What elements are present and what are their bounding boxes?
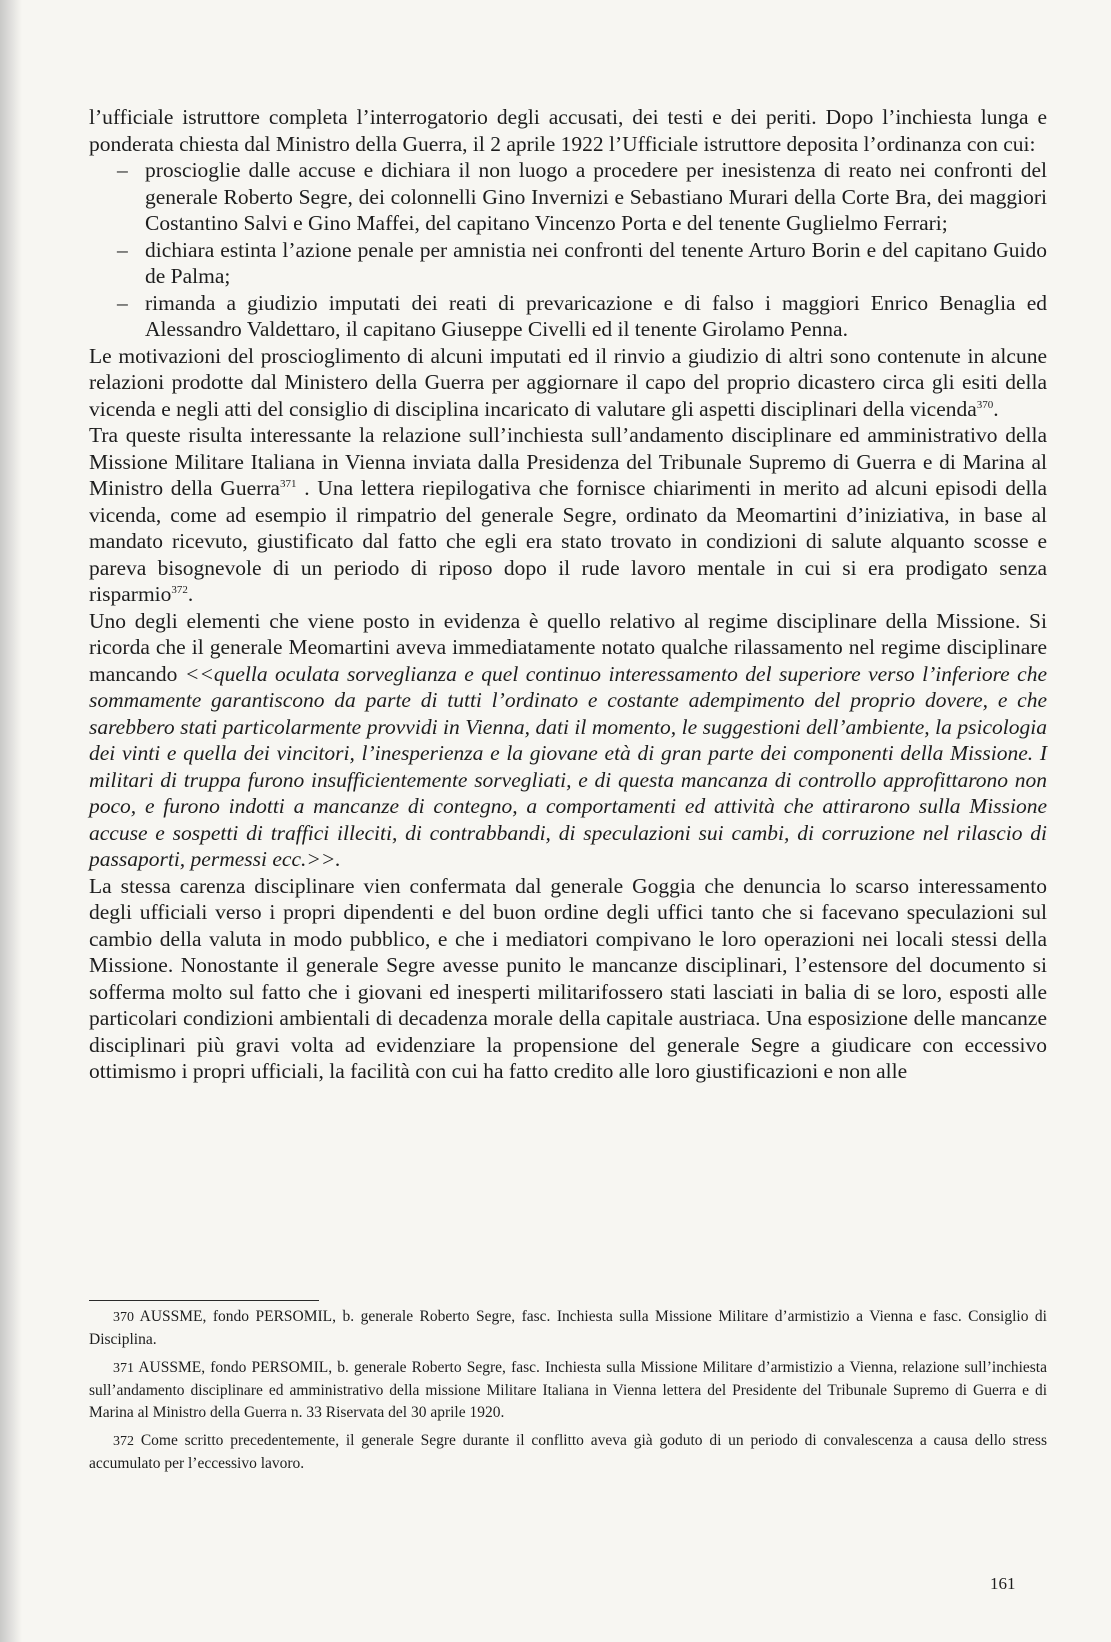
footnote-number: 370 bbox=[113, 1310, 134, 1325]
paragraph-3-text-a: Tra queste risulta interessante la relazione sull’inchiesta sull’andamento disciplinare ed amministrativo della Missione Militare Italiana in Vienna inviata dalla Presidenza del Tribunale Supremo di Guerra e di Marina al Ministro della Guerra bbox=[89, 423, 1047, 500]
paragraph-2 bbox=[89, 343, 1047, 423]
footnotes bbox=[89, 1306, 1047, 1481]
footnote-text: AUSSME, fondo PERSOMIL, b. generale Roberto Segre, fasc. Inchiesta sulla Missione Militare d’armistizio a Vienna e fasc. Consiglio di Disciplina. bbox=[89, 1308, 1047, 1348]
footnote-text: Come scritto precedentemente, il generale Segre durante il conflitto aveva già goduto di un periodo di convalescenza a causa dello stress accumulato per l’eccessivo lavoro. bbox=[89, 1432, 1047, 1472]
footnote-separator bbox=[89, 1300, 319, 1301]
paragraph-2-end: . bbox=[993, 396, 999, 421]
footnote-ref-371[interactable]: 371 bbox=[279, 478, 297, 490]
paragraph-3-text-b: . Una lettera riepilogativa che fornisce chiarimenti in merito ad alcuni episodi della vicenda, come ad esempio il rimpatrio del generale Segre, ordinato da Meomartini d’iniziativa, in base al mandato ricevuto, giustificato dal fatto che egli era stato trovato in condizioni di salute alquanto scosse e pareva bisognevole di un periodo di riposo dopo il rude lavoro mentale in cui si era prodigato senza risparmio bbox=[89, 476, 1047, 606]
page-edge-shadow bbox=[0, 0, 22, 1642]
list-item bbox=[89, 157, 1047, 237]
footnote-ref-372[interactable]: 372 bbox=[171, 584, 188, 596]
footnote-ref-370[interactable]: 370 bbox=[976, 398, 994, 411]
footnote-number: 372 bbox=[113, 1434, 134, 1449]
paragraph-3 bbox=[89, 422, 1047, 608]
list-item bbox=[89, 290, 1047, 343]
list-item-text: dichiara estinta l’azione penale per amnistia nei confronti del tenente Arturo Borin e del capitano Guido de Palma; bbox=[145, 237, 1047, 288]
paragraph-4-text: Uno degli elementi che viene posto in evidenza è quello relativo al regime disciplinare della Missione. Si ricorda che il generale Meomartini aveva immediatamente notato qualche rilassamento nel regime disciplinare mancando bbox=[89, 608, 1047, 686]
paragraph-1: l’ufficiale istruttore completa l’interrogatorio degli accusati, dei testi e dei periti. Dopo l’inchiesta lunga e ponderata chiesta dal Ministro della Guerra, il 2 aprile 1922 l’Ufficiale istruttore deposita l’ordinanza con cui: bbox=[89, 105, 1047, 156]
footnote-371 bbox=[89, 1357, 1047, 1424]
page-number: 161 bbox=[990, 1574, 1016, 1593]
list-item-text: proscioglie dalle accuse e dichiara il non luogo a procedere per inesistenza di reato nei confronti del generale Roberto Segre, dei colonnelli Gino Invernizi e Sebastiano Murari della Corte Bra, dei maggiori Costantino Salvi e Gino Maffei, del capitano Vincenzo Porta e del tenente Guglielmo Ferrari; bbox=[145, 158, 1047, 235]
paragraph-5: La stessa carenza disciplinare vien confermata dal generale Goggia che denuncia lo scarso interessamento degli ufficiali verso i propri dipendenti e del buon ordine degli uffici tanto che si facevano speculazioni sul cambio della valuta in modo pubblico, e che i mediatori compivano le loro operazioni nei locali stessi della Missione. Nonostante il generale Segre avesse punito le mancanze disciplinari, l’estensore del documento si sofferma molto sul fatto che i giovani ed inesperti militarifossero stati lasciati in balia di se loro, esposti alle particolari condizioni ambientali di decadenza morale della capitale austriaca. Una esposizione delle mancanze disciplinari più gravi volta ad evidenziare la propensione del generale Segre a giudicare con eccessivo ottimismo i propri ufficiali, la facilità con cui ha fatto credito alle loro giustificazioni e non alle bbox=[89, 873, 1047, 1083]
main-text bbox=[89, 104, 1047, 1085]
footnote-370 bbox=[89, 1306, 1047, 1351]
list-dash: – bbox=[117, 237, 128, 262]
paragraph-4 bbox=[89, 608, 1047, 873]
list-item bbox=[89, 237, 1047, 290]
ordinance-list bbox=[89, 157, 1047, 343]
list-dash: – bbox=[117, 290, 128, 315]
footnote-372 bbox=[89, 1430, 1047, 1475]
italic-quotation: <<quella oculata sorveglianza e quel continuo interessamento del superiore verso l’inferiore che sommamente garantiscono da parte di tutti l’ordinato e costante adempimento del proprio dovere, e che sarebbero stati particolarmente provvidi in Vienna, dati il momento, le suggestioni dell’ambiente, la psicologia dei vinti e quella dei vincitori, l’inesperienza e la giovane età di gran parte dei componenti della Missione. I militari di truppa furono insufficientemente sorvegliati, e di questa mancanza di controllo approfittarono non poco, e furono indotti a mancanze di contegno, a comportamenti ed attività che attirarono sulla Missione accuse e sospetti di traffici illeciti, di contrabbandi, di speculazioni sui cambi, di corruzione nel rilascio di passaporti, permessi ecc.>>. bbox=[89, 661, 1047, 871]
footnote-text: AUSSME, fondo PERSOMIL, b. generale Roberto Segre, fasc. Inchiesta sulla Missione Militare d’armistizio a Vienna, relazione sull’inchiesta sull’andamento disciplinare ed amministrativo della missione Militare Italiana in Vienna lettera del Presidente del Tribunale Supremo di Guerra e di Marina al Ministro della Guerra n. 33 Riservata del 30 aprile 1920. bbox=[89, 1359, 1047, 1421]
paragraph-2-text: Le motivazioni del proscioglimento di alcuni imputati ed il rinvio a giudizio di altri sono contenute in alcune relazioni prodotte dal Ministero della Guerra per aggiornare il capo del proprio dicastero circa gli esiti della vicenda e negli atti del consiglio di disciplina incaricato di valutare gli aspetti disciplinari della vicenda bbox=[89, 343, 1047, 421]
list-dash: – bbox=[117, 158, 128, 182]
list-item-text: rimanda a giudizio imputati dei reati di prevaricazione e di falso i maggiori Enrico Benaglia ed Alessandro Valdettaro, il capitano Giuseppe Civelli ed il tenente Girolamo Penna. bbox=[145, 290, 1047, 341]
footnote-number: 371 bbox=[113, 1361, 134, 1376]
paragraph-3-end: . bbox=[187, 582, 194, 606]
